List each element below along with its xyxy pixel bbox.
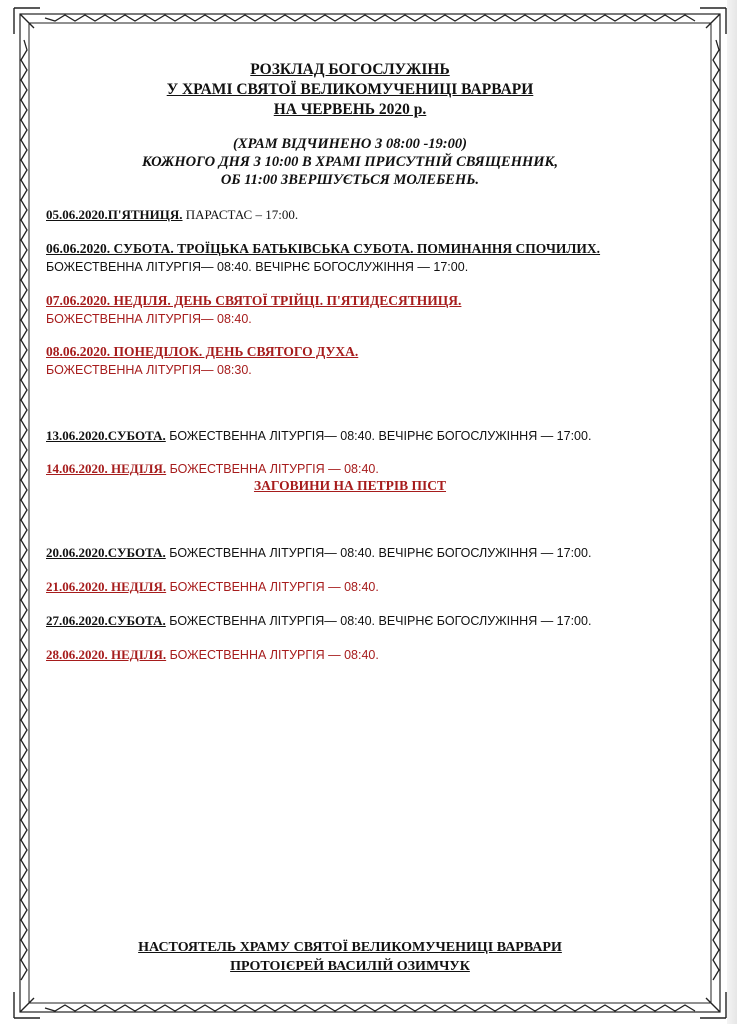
entry-services: БОЖЕСТВЕННА ЛІТУРГІЯ — 08:40.: [166, 580, 379, 594]
entry-date-heading: 27.06.2020.СУБОТА.: [46, 613, 166, 628]
schedule-entry: [46, 460, 379, 478]
schedule-entry: [46, 578, 379, 596]
top-zigzag: [45, 15, 695, 21]
entry-services: БОЖЕСТВЕННА ЛІТУРГІЯ— 08:40. ВЕЧІРНЄ БОГОСЛУЖІННЯ — 17:00.: [46, 260, 469, 274]
title-line-3: НА ЧЕРВЕНЬ 2020 р.: [273, 101, 427, 118]
schedule-entry: [46, 646, 379, 664]
note-line-2: КОЖНОГО ДНЯ З 10:00 В ХРАМІ ПРИСУТНІЙ СВЯЩЕННИК,: [141, 154, 559, 170]
footer-line-1: НАСТОЯТЕЛЬ ХРАМУ СВЯТОЇ ВЕЛИКОМУЧЕНИЦІ ВАРВАРИ: [138, 940, 562, 955]
entry-services: БОЖЕСТВЕННА ЛІТУРГІЯ— 08:40. ВЕЧІРНЄ БОГОСЛУЖІННЯ — 17:00.: [165, 546, 592, 560]
note-line-1: (ХРАМ ВІДЧИНЕНО З 08:00 -19:00): [233, 136, 467, 152]
entry-date-heading: 13.06.2020.СУБОТА.: [46, 428, 166, 443]
entry-date-heading: 07.06.2020. НЕДІЛЯ. ДЕНЬ СВЯТОЇ ТРІЙЦІ. П'ЯТИДЕСЯТНИЦЯ.: [46, 293, 462, 308]
page-edge-shadow: [727, 0, 737, 1024]
right-zigzag: [713, 40, 719, 980]
entry-services: ПАРАСТАС – 17:00.: [182, 207, 299, 222]
entry-date-heading: 14.06.2020. НЕДІЛЯ.: [46, 461, 167, 476]
schedule-entry: [46, 343, 358, 379]
bottom-zigzag: [45, 1005, 695, 1011]
entry-services: БОЖЕСТВЕННА ЛІТУРГІЯ — 08:40.: [166, 462, 379, 476]
schedule-entry: [46, 612, 591, 630]
schedule-entry: [46, 240, 600, 276]
entry-services: БОЖЕСТВЕННА ЛІТУРГІЯ— 08:40. ВЕЧІРНЄ БОГОСЛУЖІННЯ — 17:00.: [165, 614, 592, 628]
entry-services: БОЖЕСТВЕННА ЛІТУРГІЯ— 08:40. ВЕЧІРНЄ БОГОСЛУЖІННЯ — 17:00.: [165, 429, 592, 443]
entry-date-heading: 28.06.2020. НЕДІЛЯ.: [46, 647, 167, 662]
title-line-1: РОЗКЛАД БОГОСЛУЖІНЬ: [250, 61, 450, 78]
entry-services: БОЖЕСТВЕННА ЛІТУРГІЯ— 08:40.: [46, 312, 252, 326]
schedule-entry: [46, 206, 298, 224]
entry-date-heading: 06.06.2020. СУБОТА. ТРОЇЦЬКА БАТЬКІВСЬКА СУБОТА. ПОМИНАННЯ СПОЧИЛИХ.: [46, 241, 601, 256]
schedule-entry: [46, 427, 591, 445]
note-line-3: ОБ 11:00 ЗВЕРШУЄТЬСЯ МОЛЕБЕНЬ.: [220, 172, 480, 188]
entry-date-heading: 05.06.2020.П'ЯТНИЦЯ.: [46, 207, 183, 222]
entry-date-heading: 21.06.2020. НЕДІЛЯ.: [46, 579, 167, 594]
schedule-entry: [46, 544, 591, 562]
entry-services: БОЖЕСТВЕННА ЛІТУРГІЯ — 08:40.: [166, 648, 379, 662]
fast-notice: ЗАГОВИНИ НА ПЕТРІВ ПІСТ: [253, 478, 447, 493]
entry-services: БОЖЕСТВЕННА ЛІТУРГІЯ— 08:30.: [46, 363, 252, 377]
title-line-2: У ХРАМІ СВЯТОЇ ВЕЛИКОМУЧЕНИЦІ ВАРВАРИ: [166, 81, 534, 98]
footer-line-2: ПРОТОІЄРЕЙ ВАСИЛІЙ ОЗИМЧУК: [230, 959, 470, 974]
schedule-entry: [46, 292, 461, 328]
entry-date-heading: 08.06.2020. ПОНЕДІЛОК. ДЕНЬ СВЯТОГО ДУХА.: [46, 344, 359, 359]
entry-date-heading: 20.06.2020.СУБОТА.: [46, 545, 166, 560]
